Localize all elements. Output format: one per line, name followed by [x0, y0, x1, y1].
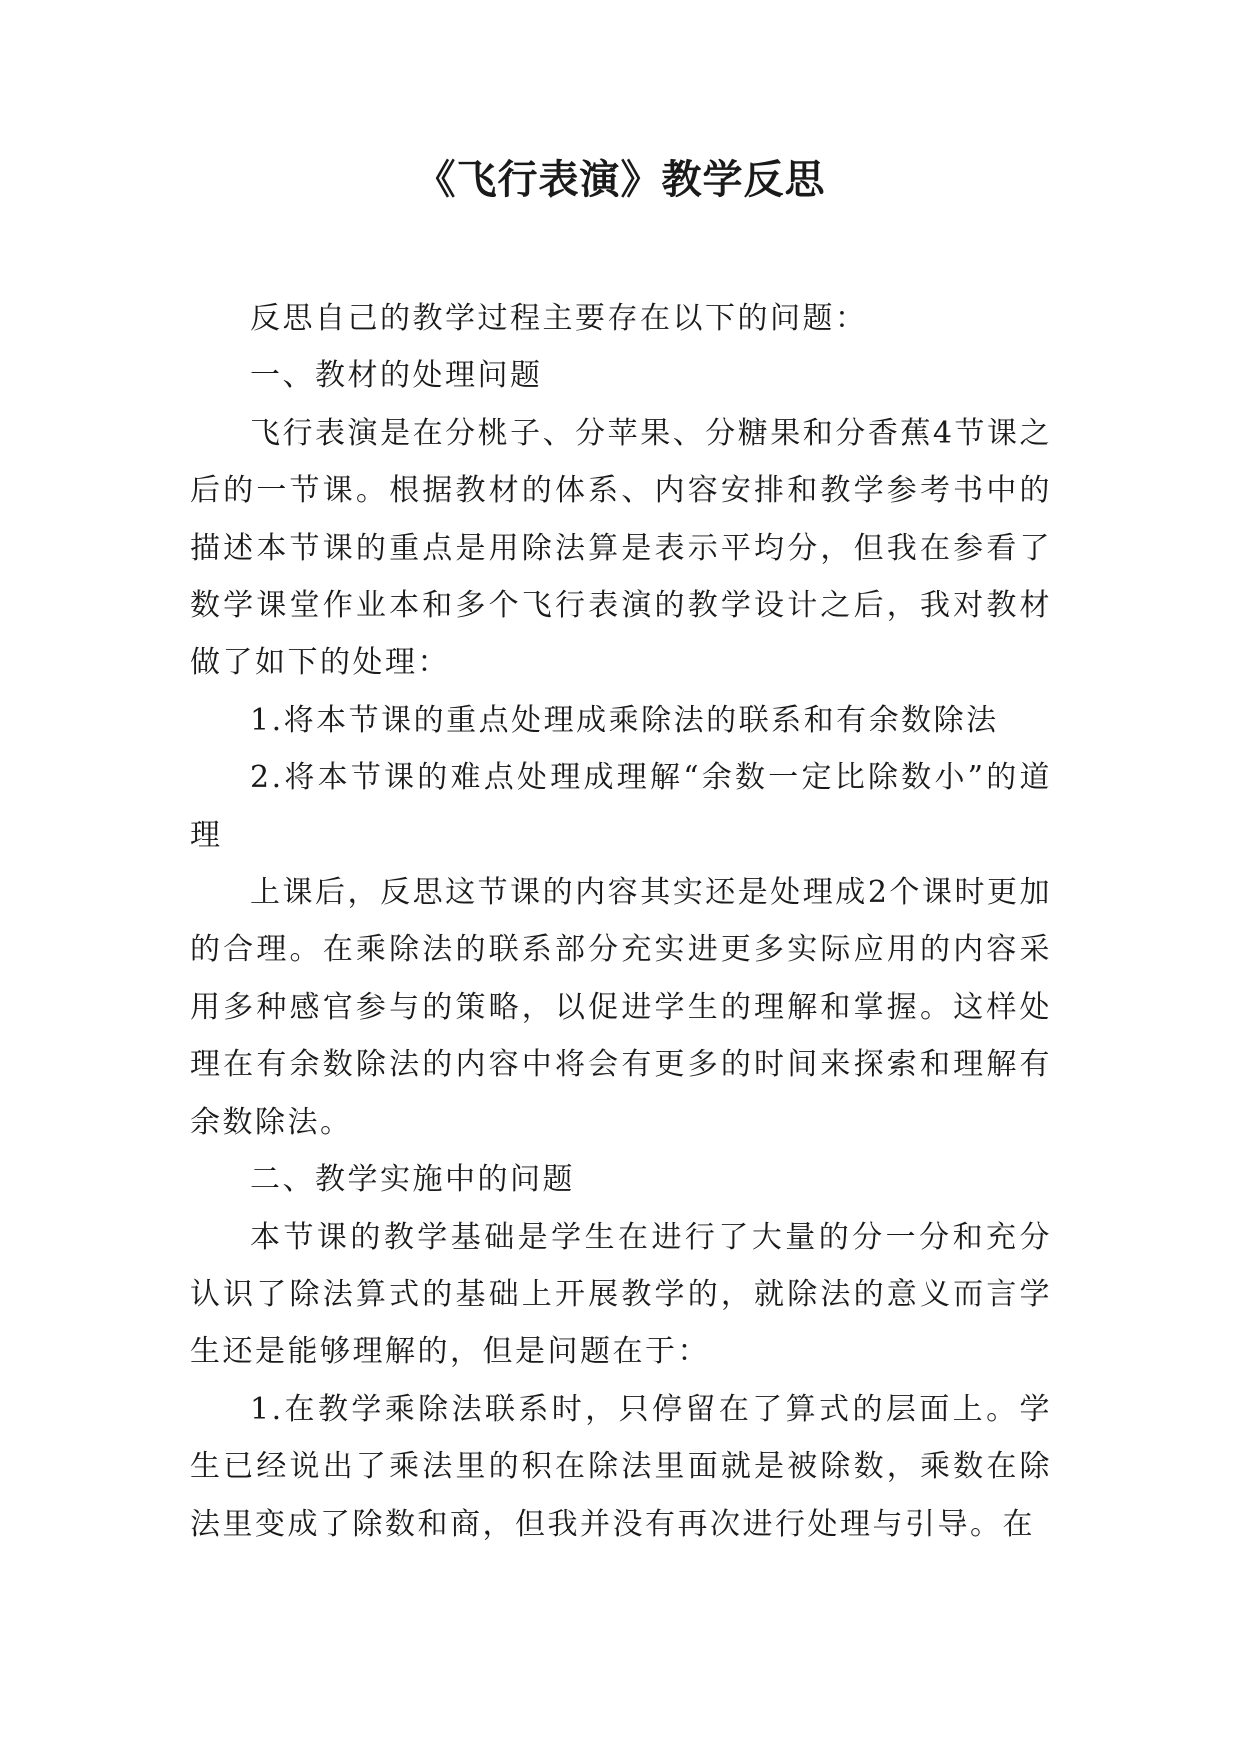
section-heading-1: 一、教材的处理问题 — [250, 358, 543, 394]
paragraph-textbook-handling: 飞行表演是在分桃子、分苹果、分糖果和分香蕉4节课之后的一节课。根据教材的体系、内容安排和教学参考书中的描述本节课的重点是用除法算是表示平均分，但我在参看了数学课堂作业本和多个飞行表演的教学设计之后，我对教材做了如下的处理： — [190, 415, 1052, 681]
list-item-difficult-point: 2.将本节课的难点处理成理解“余数一定比除数小”的道理 — [190, 760, 1052, 853]
paragraph-after-class-reflection: 上课后，反思这节课的内容其实还是处理成2个课时更加的合理。在乘除法的联系部分充实进更多实际应用的内容采用多种感官参与的策略，以促进学生的理解和掌握。这样处理在有余数除法的内容中将会有更多的时间来探索和理解有余数除法。 — [190, 875, 1052, 1140]
list-item-key-point: 1.将本节课的重点处理成乘除法的联系和有余数除法 — [250, 702, 999, 738]
list-item-multiplication-division: 1.在教学乘除法联系时，只停留在了算式的层面上。学生已经说出了乘法里的积在除法里面就是被除数，乘数在除法里变成了除数和商，但我并没有再次进行处理与引导。在 — [190, 1391, 1052, 1542]
paragraph-intro: 反思自己的教学过程主要存在以下的问题： — [250, 301, 868, 336]
paragraph-teaching-basis: 本节课的教学基础是学生在进行了大量的分一分和充分认识了除法算式的基础上开展教学的，就除法的意义而言学生还是能够理解的，但是问题在于： — [190, 1219, 1052, 1370]
document-title: 《飞行表演》教学反思 — [415, 157, 826, 203]
document-body — [190, 290, 1052, 1553]
section-heading-2: 二、教学实施中的问题 — [250, 1162, 575, 1198]
